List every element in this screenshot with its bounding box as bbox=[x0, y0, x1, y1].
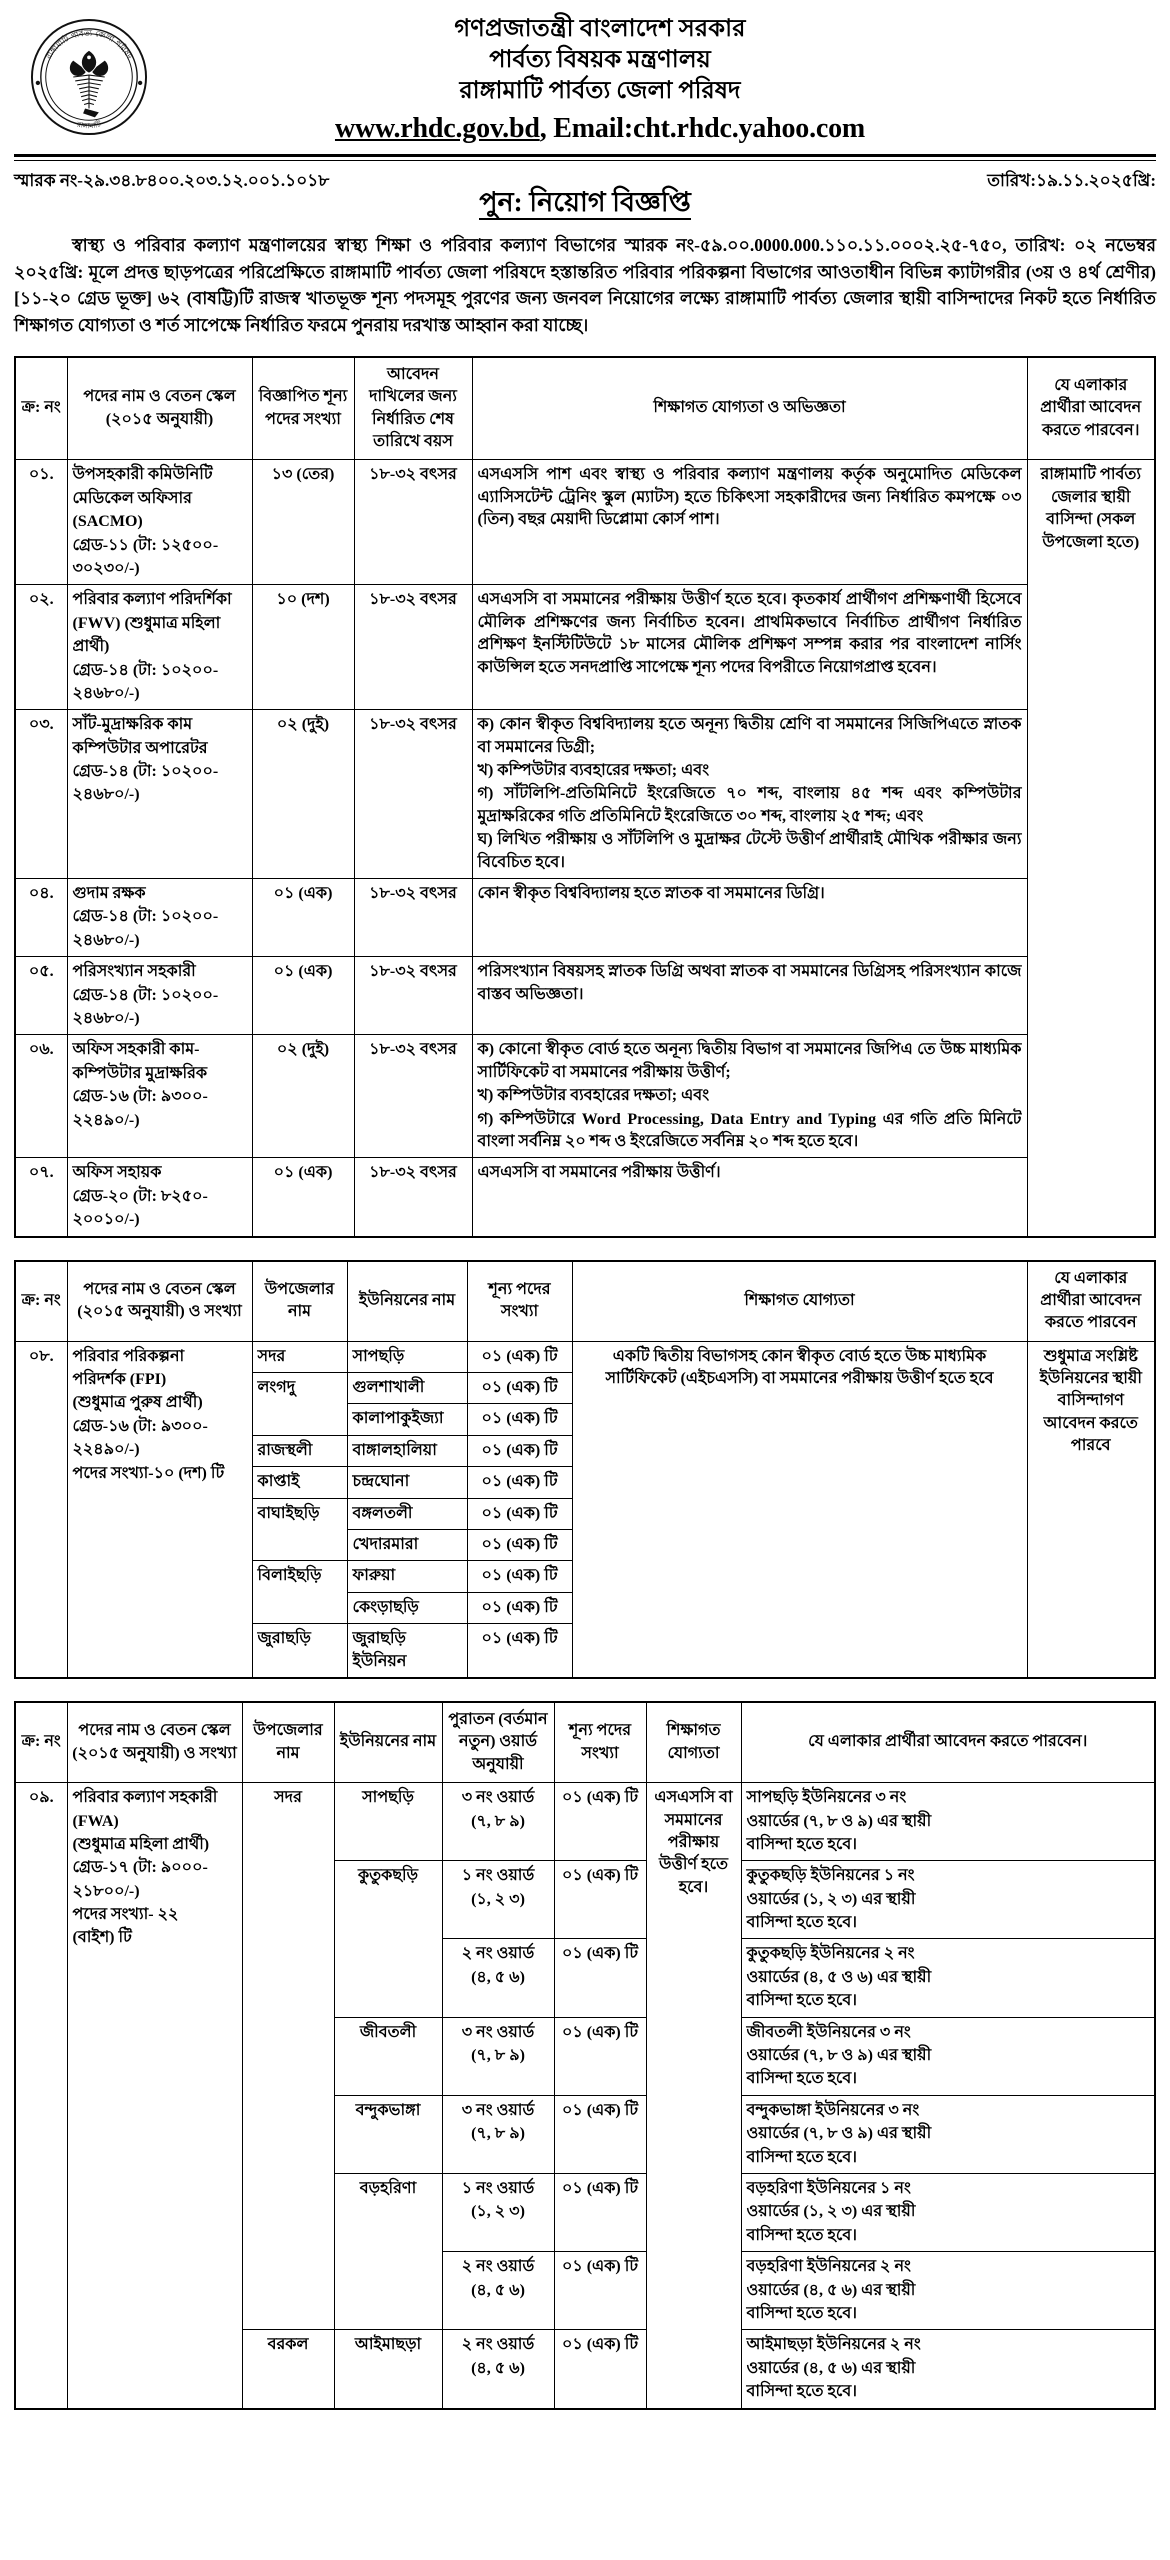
area-line: বন্দুকভাঙ্গা ইউনিয়নের ৩ নং bbox=[746, 2101, 920, 2119]
area-line: বাসিন্দা হতে হবে। bbox=[746, 2304, 857, 2322]
cell-vacancy: ১০ (দশ) bbox=[252, 585, 354, 710]
cell-age: ১৮-৩২ বৎসর bbox=[354, 957, 472, 1035]
cell-vacancy: ০২ (দুই) bbox=[252, 1035, 354, 1158]
post-line: প্রার্থী) bbox=[72, 638, 110, 656]
cell-vacancy: ০১ (এক) টি bbox=[554, 1939, 646, 2017]
cell-qualification bbox=[472, 460, 1027, 585]
document-header bbox=[14, 8, 1156, 149]
cell-qualification bbox=[472, 879, 1027, 957]
qualification-line: এসএসসি বা সমমানের পরীক্ষায় উত্তীর্ণ। bbox=[477, 1164, 721, 1182]
cell-union: কুতুকছড়ি bbox=[334, 1861, 442, 2017]
th3-vacancy: শূন্য পদের সংখ্যা bbox=[554, 1702, 646, 1783]
post-line: গ্রেড-২০ (টা: ৮২৫০- bbox=[72, 1187, 208, 1205]
cell-union: সাপছড়ি bbox=[347, 1341, 467, 1372]
cell-vacancy: ০১ (এক) টি bbox=[554, 2330, 646, 2409]
table3-header-row bbox=[15, 1702, 1155, 1783]
ward-line: (৪, ৫ ৬) bbox=[471, 2359, 525, 2377]
area-line: বাসিন্দা হতে হবে। bbox=[746, 1914, 857, 1932]
cell-vacancy: ০১ (এক) bbox=[252, 957, 354, 1035]
post-line: অফিস সহকারী কাম- bbox=[72, 1041, 200, 1059]
cell-ward bbox=[442, 1861, 554, 1939]
contact-separator: , bbox=[539, 112, 554, 144]
cell-age: ১৮-৩২ বৎসর bbox=[354, 1035, 472, 1158]
logo-container bbox=[14, 14, 164, 136]
cell-post-name bbox=[67, 957, 252, 1035]
th2-qualification: শিক্ষাগত যোগ্যতা bbox=[572, 1261, 1027, 1342]
post-line: গ্রেড-১৪ (টা: ১০২০০- bbox=[72, 986, 219, 1004]
qualification-line: খ) কম্পিউটার ব্যবহারের দক্ষতা; এবং bbox=[477, 762, 710, 780]
cell-post-name bbox=[67, 879, 252, 957]
post-line: (শুধুমাত্র পুরুষ প্রার্থী) bbox=[72, 1394, 203, 1412]
post-line: (SACMO) bbox=[72, 513, 143, 531]
cell-serial: ০৫. bbox=[15, 957, 67, 1035]
cell-vacancy: ০১ (এক) টি bbox=[554, 2174, 646, 2252]
cell-ward bbox=[442, 2252, 554, 2330]
qualification-line: খ) কম্পিউটার ব্যবহারের দক্ষতা; এবং bbox=[477, 1087, 710, 1105]
svg-text:রাঙ্গামাটি পার্বত্য জেলা পরিষদ: রাঙ্গামাটি পার্বত্য জেলা পরিষদ bbox=[44, 28, 134, 61]
post-line: গ্রেড-১৪ (টা: ১০২০০- bbox=[72, 908, 219, 926]
cell-area bbox=[741, 2017, 1155, 2095]
th-qualification: শিক্ষাগত যোগ্যতা ও অভিজ্ঞতা bbox=[472, 357, 1027, 460]
header-divider-thick bbox=[14, 154, 1156, 157]
cell-serial: ০৬. bbox=[15, 1035, 67, 1158]
cell-qualification bbox=[472, 710, 1027, 879]
cell-vacancy: ০১ (এক) টি bbox=[467, 1592, 572, 1623]
post-line: (শুধুমাত্র মহিলা প্রার্থী) bbox=[72, 1835, 210, 1853]
cell-area: শুধুমাত্র সংশ্লিষ্ট ইউনিয়নের স্থায়ী বাসিন্দাগণ আবেদন করতে পারবে bbox=[1027, 1341, 1155, 1678]
cell-area bbox=[741, 2330, 1155, 2409]
cell-qualification: একটি দ্বিতীয় বিভাগসহ কোন স্বীকৃত বোর্ড হতে উচ্চ মাধ্যমিক সার্টিফিকেট (এইচএসসি) বা সমমানের পরীক্ষায় উত্তীর্ণ হতে হবে bbox=[572, 1341, 1027, 1678]
cell-qualification bbox=[472, 957, 1027, 1035]
ward-line: ২ নং ওয়ার্ড bbox=[461, 2336, 535, 2354]
cell-vacancy: ০১ (এক) টি bbox=[467, 1373, 572, 1404]
post-line: কম্পিউটার অপারেটর bbox=[72, 739, 208, 757]
area-line: কুতুকছড়ি ইউনিয়নের ২ নং bbox=[746, 1945, 915, 1963]
th3-serial: ক্র: নং bbox=[15, 1702, 67, 1783]
area-line: বাসিন্দা হতে হবে। bbox=[746, 2226, 857, 2244]
th-post-name: পদের নাম ও বেতন স্কেল (২০১৫ অনুযায়ী) bbox=[67, 357, 252, 460]
table-gap-2 bbox=[14, 1679, 1156, 1691]
cell-serial: ০৭. bbox=[15, 1158, 67, 1237]
cell-union: জুরাছড়ি ইউনিয়ন bbox=[347, 1624, 467, 1678]
website-url[interactable]: www.rhdc.gov.bd bbox=[334, 112, 540, 144]
th3-upazila: উপজেলার নাম bbox=[242, 1702, 334, 1783]
th-vacancy: বিজ্ঞাপিত শূন্য পদের সংখ্যা bbox=[252, 357, 354, 460]
cell-upazila: বাঘাইছড়ি bbox=[252, 1498, 347, 1561]
qualification-line: ক) কোনো স্বীকৃত বোর্ড হতে অনূন্য দ্বিতীয় বিভাগ বা সমমানের জিপিএ তে উচ্চ মাধ্যমিক সার্টিফিকেট বা সমমানের পরীক্ষায় উত্তীর্ণ; bbox=[477, 1041, 1022, 1081]
country-name: গণপ্রজাতন্ত্রী বাংলাদেশ সরকার bbox=[454, 16, 746, 42]
table2-body bbox=[15, 1341, 1155, 1678]
cell-vacancy: ০২ (দুই) bbox=[252, 710, 354, 879]
qualification-line: এসএসসি বা সমমানের পরীক্ষায় উত্তীর্ণ হতে হবে। কৃতকার্য প্রার্থীগণ প্রশিক্ষণার্থী হিসেবে মৌলিক প্রশিক্ষণের জন্য নির্বাচিত হবেন। প্রাথমিকভাবে নির্বাচিত প্রার্থীগণ নির্ধারিত প্রশিক্ষণ ইনস্টিটিউটে ১৮ মাসের মৌলিক প্রশিক্ষণ সম্পন্ন করার পর বাংলাদেশ নার্সিং কাউন্সিল হতে সনদপ্রাপ্তি সাপেক্ষে শূন্য পদের বিপরীতে নিয়োগপ্রাপ্ত হবেন। bbox=[477, 591, 1022, 676]
cell-area bbox=[741, 2252, 1155, 2330]
cell-upazila: সদর bbox=[242, 1783, 334, 2330]
ward-line: ২ নং ওয়ার্ড bbox=[461, 1945, 535, 1963]
cell-union: বঙ্গলতলী bbox=[347, 1498, 467, 1529]
post-line: গ্রেড-১৪ (টা: ১০২০০- bbox=[72, 661, 219, 679]
th2-upazila: উপজেলার নাম bbox=[252, 1261, 347, 1342]
cell-post-name bbox=[67, 710, 252, 879]
cell-upazila: রাজস্থলী bbox=[252, 1435, 347, 1466]
cell-age: ১৮-৩২ বৎসর bbox=[354, 585, 472, 710]
cell-area bbox=[741, 2095, 1155, 2173]
cell-union: বাঙ্গালহালিয়া bbox=[347, 1435, 467, 1466]
cell-vacancy: ০১ (এক) bbox=[252, 879, 354, 957]
cell-serial: ০১. bbox=[15, 460, 67, 585]
cell-upazila: সদর bbox=[252, 1341, 347, 1372]
area-line: ওয়ার্ডের (১, ২ ৩) এর স্থায়ী bbox=[746, 1890, 916, 1908]
qualification-line: গ) কম্পিউটারে Word Processing, Data Entry and Typing এর গতি প্রতি মিনিটে বাংলা সর্বনিম্ন ২০ শব্দ ও ইংরেজিতে সর্বনিম্ন ২০ শব্দ হতে হবে। bbox=[477, 1110, 1022, 1150]
post-line: গ্রেড-১৬ (টা: ৯৩০০- bbox=[72, 1417, 208, 1435]
qualification-line: এসএসসি পাশ এবং স্বাস্থ্য ও পরিবার কল্যাণ মন্ত্রণালয় কর্তৃক অনুমোদিত মেডিকেল এ্যাসিসটেন্ট ট্রেনিং স্কুল (ম্যাটস) হতে চিকিৎসা সহকারীদের জন্য নির্ধারিত কমপক্ষে ০৩ (তিন) বছর মেয়াদী ডিপ্লোমা কোর্স পাশ। bbox=[477, 466, 1022, 529]
th-serial: ক্র: নং bbox=[15, 357, 67, 460]
ward-line: ২ নং ওয়ার্ড bbox=[461, 2258, 535, 2276]
area-line: জীবতলী ইউনিয়নের ৩ নং bbox=[746, 2023, 911, 2041]
cell-serial: ০৮. bbox=[15, 1341, 67, 1678]
cell-vacancy: ০১ (এক) টি bbox=[467, 1467, 572, 1498]
cell-union: জীবতলী bbox=[334, 2017, 442, 2095]
post-line: কম্পিউটার মুদ্রাক্ষরিক bbox=[72, 1064, 208, 1082]
cell-post-name bbox=[67, 1783, 242, 2409]
post-line: সাঁট-মুদ্রাক্ষরিক কাম bbox=[72, 716, 193, 734]
table-row bbox=[15, 1783, 1155, 1861]
post-line: ৩০২৩০/-) bbox=[72, 559, 140, 577]
cell-age: ১৮-৩২ বৎসর bbox=[354, 1158, 472, 1237]
qualification-line: ক) কোন স্বীকৃত বিশ্ববিদ্যালয় হতে অনূন্য দ্বিতীয় শ্রেণি বা সমমানের সিজিপিএতে স্নাতক বা সমমানের ডিগ্রী; bbox=[477, 716, 1022, 756]
table-row bbox=[15, 710, 1155, 879]
post-line: অফিস সহায়ক bbox=[72, 1164, 162, 1182]
ward-line: (৭, ৮ ৯) bbox=[471, 1812, 525, 1830]
area-line: বাসিন্দা হতে হবে। bbox=[746, 2383, 857, 2401]
cell-age: ১৮-৩২ বৎসর bbox=[354, 460, 472, 585]
cell-ward bbox=[442, 1783, 554, 1861]
cell-ward bbox=[442, 2330, 554, 2409]
cell-post-name bbox=[67, 460, 252, 585]
header-text-block bbox=[164, 14, 1156, 147]
cell-serial: ০২. bbox=[15, 585, 67, 710]
area-line: ওয়ার্ডের (৭, ৮ ও ৯) এর স্থায়ী bbox=[746, 2125, 932, 2143]
post-line: (FWA) bbox=[72, 1812, 119, 1830]
cell-area bbox=[741, 1939, 1155, 2017]
table1-body bbox=[15, 460, 1155, 1237]
svg-text:রাঙ্গামাটি: রাঙ্গামাটি bbox=[76, 119, 102, 131]
cell-union: গুলশাখালী bbox=[347, 1373, 467, 1404]
th2-serial: ক্র: নং bbox=[15, 1261, 67, 1342]
post-line: গ্রেড-১৭ (টা: ৯০০০- bbox=[72, 1859, 208, 1877]
post-line: গ্রেড-১৪ (টা: ১০২০০- bbox=[72, 763, 219, 781]
th2-post-name: পদের নাম ও বেতন স্কেল (২০১৫ অনুযায়ী) ও সংখ্যা bbox=[67, 1261, 252, 1342]
memo-number: স্মারক নং-২৯.৩৪.৮৪০০.২০৩.১২.০০১.১০১৮ bbox=[14, 170, 330, 190]
cell-union: আইমাছড়া bbox=[334, 2330, 442, 2409]
post-line: ২২৪৯০/-) bbox=[72, 1441, 140, 1459]
area-line: আইমাছড়া ইউনিয়নের ২ নং bbox=[746, 2336, 921, 2354]
th2-vacancy: শূন্য পদের সংখ্যা bbox=[467, 1261, 572, 1342]
table-row bbox=[15, 957, 1155, 1035]
th3-area: যে এলাকার প্রার্থীরা আবেদন করতে পারবেন। bbox=[741, 1702, 1155, 1783]
cell-ward bbox=[442, 2017, 554, 2095]
cell-qualification bbox=[472, 585, 1027, 710]
cell-upazila: বরকল bbox=[242, 2330, 334, 2409]
post-line: ২১৮০০/-) bbox=[72, 1882, 140, 1900]
table-gap-1 bbox=[14, 1238, 1156, 1250]
ministry-name: পার্বত্য বিষয়ক মন্ত্রণালয় bbox=[489, 47, 711, 74]
cell-area bbox=[741, 2174, 1155, 2252]
cell-union: খেদারমারা bbox=[347, 1530, 467, 1561]
cell-vacancy: ০১ (এক) টি bbox=[467, 1404, 572, 1435]
page-title-text: পুন: নিয়োগ বিজ্ঞপ্তি bbox=[479, 187, 691, 220]
th3-post-name: পদের নাম ও বেতন স্কেল (২০১৫ অনুযায়ী) ও সংখ্যা bbox=[67, 1702, 242, 1783]
post-line: পরিসংখ্যান সহকারী bbox=[72, 963, 196, 981]
cell-union: ফারুয়া bbox=[347, 1561, 467, 1592]
cell-upazila: লংগদু bbox=[252, 1373, 347, 1436]
ward-line: ৩ নং ওয়ার্ড bbox=[461, 2101, 535, 2119]
area-line: ওয়ার্ডের (৭, ৮ ও ৯) এর স্থায়ী bbox=[746, 1812, 932, 1830]
ward-line: (১, ২ ৩) bbox=[471, 1890, 525, 1908]
th2-area: যে এলাকার প্রার্থীরা আবেদন করতে পারবেন bbox=[1027, 1261, 1155, 1342]
cell-area bbox=[741, 1783, 1155, 1861]
th2-union: ইউনিয়নের নাম bbox=[347, 1261, 467, 1342]
post-line: গুদাম রক্ষক bbox=[72, 885, 146, 903]
cell-union: সাপছড়ি bbox=[334, 1783, 442, 1861]
cell-post-name bbox=[67, 1158, 252, 1237]
area-line: ওয়ার্ডের (৪, ৫ ৬) এর স্থায়ী bbox=[746, 2281, 916, 2299]
area-line: বাসিন্দা হতে হবে। bbox=[746, 1992, 857, 2010]
post-line: ২৪৬৮০/-) bbox=[72, 1009, 140, 1027]
cell-serial: ০৯. bbox=[15, 1783, 67, 2409]
area-line: ওয়ার্ডের (৪, ৫ ৬) এর স্থায়ী bbox=[746, 2359, 916, 2377]
cell-union: বন্দুকভাঙ্গা bbox=[334, 2095, 442, 2173]
post-line: পরিদর্শক (FPI) bbox=[72, 1371, 167, 1389]
table-row bbox=[15, 879, 1155, 957]
th3-ward: পুরাতন (বর্তমান নতুন) ওয়ার্ড অনুযায়ী bbox=[442, 1702, 554, 1783]
posts-table-main bbox=[14, 356, 1156, 1238]
cell-upazila: বিলাইছড়ি bbox=[252, 1561, 347, 1624]
ward-line: (৭, ৮ ৯) bbox=[471, 2047, 525, 2065]
post-line: ২৪৬৮০/-) bbox=[72, 684, 140, 702]
post-line: ২৪৬৮০/-) bbox=[72, 786, 140, 804]
post-line: গ্রেড-১৬ (টা: ৯৩০০- bbox=[72, 1088, 208, 1106]
post-line: পরিবার কল্যাণ পরিদর্শিকা bbox=[72, 591, 232, 609]
post-line: (বাইশ) টি bbox=[72, 1929, 132, 1947]
post-line: ২৪৬৮০/-) bbox=[72, 931, 140, 949]
cell-post-name bbox=[67, 1035, 252, 1158]
ward-line: ১ নং ওয়ার্ড bbox=[461, 2180, 535, 2197]
qualification-line: কোন স্বীকৃত বিশ্ববিদ্যালয় হতে স্নাতক বা সমমানের ডিগ্রি। bbox=[477, 885, 825, 903]
cell-ward bbox=[442, 2095, 554, 2173]
qualification-line: গ) সাঁটলিপি-প্রতিমিনিটে ইংরেজিতে ৭০ শব্দ, বাংলায় ৪৫ শব্দ এবং কম্পিউটার মুদ্রাক্ষরিকের গতি প্রতিমিনিটে ইংরেজিতে ৩০ শব্দ, বাংলায় ২৫ শব্দ; এবং bbox=[477, 785, 1022, 825]
post-line: ২২৪৯০/-) bbox=[72, 1111, 140, 1129]
ward-line: ৩ নং ওয়ার্ড bbox=[461, 1789, 535, 1807]
cell-ward bbox=[442, 1939, 554, 2017]
email-address[interactable]: Email:cht.rhdc.yahoo.com bbox=[553, 112, 866, 144]
cell-vacancy: ০১ (এক) টি bbox=[467, 1530, 572, 1561]
area-line: ওয়ার্ডের (৭, ৮ ও ৯) এর স্থায়ী bbox=[746, 2047, 932, 2065]
ward-line: (৭, ৮ ৯) bbox=[471, 2125, 525, 2143]
table-row bbox=[15, 1158, 1155, 1237]
cell-vacancy: ০১ (এক) টি bbox=[554, 1861, 646, 1939]
area-line: বাসিন্দা হতে হবে। bbox=[746, 2070, 857, 2088]
area-line: সাপছড়ি ইউনিয়নের ৩ নং bbox=[746, 1789, 907, 1807]
area-line: ওয়ার্ডের (১, ২ ৩) এর স্থায়ী bbox=[746, 2203, 916, 2221]
post-line: পদের সংখ্যা-১০ (দশ) টি bbox=[72, 1464, 225, 1482]
cell-union: বড়হরিণা bbox=[334, 2174, 442, 2330]
area-line: বড়হরিণা ইউনিয়নের ১ নং bbox=[746, 2180, 911, 2197]
area-line: বাসিন্দা হতে হবে। bbox=[746, 1835, 857, 1853]
th-area: যে এলাকার প্রার্থীরা আবেদন করতে পারবেন। bbox=[1027, 357, 1155, 460]
cell-vacancy: ০১ (এক) টি bbox=[554, 2095, 646, 2173]
intro-paragraph: স্বাস্থ্য ও পরিবার কল্যাণ মন্ত্রণালয়ের স্বাস্থ্য শিক্ষা ও পরিবার কল্যাণ বিভাগের স্মারক নং-৫৯.০০.0000.000.১১০.১১.০০০২.২৫-৭৫০, তারিখ: ০২ নভেম্বর ২০২৫খ্রি: মূলে প্রদত্ত ছাড়পত্রের পরিপ্রেক্ষিতে রাঙ্গামাটি পার্বত্য জেলা পরিষদে হস্তান্তরিত পরিবার পরিকল্পনা বিভাগের আওতাধীন বিভিন্ন ক্যাটাগরীর (৩য় ও ৪র্থ শ্রেণীর) [১১-২০ গ্রেড ভূক্ত] ৬২ (বাষট্টি)টি রাজস্ব খাতভূক্ত শূন্য পদসমূহ পুরণের জন্য জনবল নিয়োগের লক্ষ্যে রাঙ্গামাটি পার্বত্য জেলার স্থায়ী বাসিন্দাদের নিকট হতে নির্ধারিত শিক্ষাগত যোগ্যতা ও শর্ত সাপেক্ষে নির্ধারিত ফরমে পুনরায় দরখাস্ত আহ্বান করা যাচ্ছে। bbox=[14, 234, 1156, 335]
header-divider-thin bbox=[14, 160, 1156, 161]
area-line: ওয়ার্ডের (৪, ৫ ও ৬) এর স্থায়ী bbox=[746, 1968, 932, 1986]
government-seal-icon bbox=[30, 18, 148, 136]
post-line: পরিবার কল্যাণ সহকারী bbox=[72, 1789, 218, 1807]
ward-line: (৪, ৫ ৬) bbox=[471, 1968, 525, 1986]
cell-union: চন্দ্রঘোনা bbox=[347, 1467, 467, 1498]
cell-union: কালাপাকুইজ্যা bbox=[347, 1404, 467, 1435]
cell-post-name bbox=[67, 1341, 252, 1678]
table-row bbox=[15, 585, 1155, 710]
th3-union: ইউনিয়নের নাম bbox=[334, 1702, 442, 1783]
cell-vacancy: ০১ (এক) টি bbox=[467, 1624, 572, 1678]
cell-serial: ০৪. bbox=[15, 879, 67, 957]
post-line: (FWV) (শুধুমাত্র মহিলা bbox=[72, 614, 221, 632]
post-line: গ্রেড-১১ (টা: ১২৫০০- bbox=[72, 536, 219, 554]
qualification-line: পরিসংখ্যান বিষয়সহ স্নাতক ডিগ্রি অথবা স্নাতক বা সমমানের ডিগ্রিসহ পরিসংখ্যান কাজে বাস্তব অভিজ্ঞতা। bbox=[477, 963, 1022, 1003]
post-line: পদের সংখ্যা- ২২ bbox=[72, 1906, 179, 1924]
cell-vacancy: ০১ (এক) টি bbox=[467, 1435, 572, 1466]
cell-qualification bbox=[472, 1035, 1027, 1158]
table3-body bbox=[15, 1783, 1155, 2409]
cell-post-name bbox=[67, 585, 252, 710]
cell-vacancy: ০১ (এক) টি bbox=[554, 2252, 646, 2330]
cell-upazila: কাপ্তাই bbox=[252, 1467, 347, 1498]
cell-vacancy: ০১ (এক) টি bbox=[467, 1561, 572, 1592]
area-line: বড়হরিণা ইউনিয়নের ২ নং bbox=[746, 2258, 911, 2276]
th3-qualification: শিক্ষাগত যোগ্যতা bbox=[646, 1702, 741, 1783]
table2-header-row bbox=[15, 1261, 1155, 1342]
area-line: কুতুকছড়ি ইউনিয়নের ১ নং bbox=[746, 1867, 915, 1885]
table-row bbox=[15, 1341, 1155, 1372]
cell-vacancy: ১৩ (তের) bbox=[252, 460, 354, 585]
ward-line: ১ নং ওয়ার্ড bbox=[461, 1867, 535, 1885]
cell-upazila: জুরাছড়ি bbox=[252, 1624, 347, 1678]
memo-date: তারিখ:১৯.১১.২০২৫খ্রি: bbox=[987, 170, 1156, 190]
posts-table-fpi bbox=[14, 1260, 1156, 1679]
area-line: বাসিন্দা হতে হবে। bbox=[746, 2148, 857, 2166]
ward-line: (১, ২ ৩) bbox=[471, 2203, 525, 2221]
cell-serial: ০৩. bbox=[15, 710, 67, 879]
ward-line: ৩ নং ওয়ার্ড bbox=[461, 2023, 535, 2041]
table-row bbox=[15, 460, 1155, 585]
cell-vacancy: ০১ (এক) টি bbox=[554, 1783, 646, 1861]
cell-union: কেংড়াছড়ি bbox=[347, 1592, 467, 1623]
cell-area: রাঙ্গামাটি পার্বত্য জেলার স্থায়ী বাসিন্দা (সকল উপজেলা হতে) bbox=[1027, 460, 1155, 1237]
cell-qualification: এসএসসি বা সমমানের পরীক্ষায় উত্তীর্ণ হতে হবে। bbox=[646, 1783, 741, 2409]
cell-vacancy: ০১ (এক) টি bbox=[554, 2017, 646, 2095]
cell-vacancy: ০১ (এক) টি bbox=[467, 1341, 572, 1372]
council-name: রাঙ্গামাটি পার্বত্য জেলা পরিষদ bbox=[459, 78, 741, 105]
post-line: পরিবার পরিকল্পনা bbox=[72, 1347, 185, 1365]
cell-vacancy: ০১ (এক) bbox=[252, 1158, 354, 1237]
memo-line bbox=[14, 168, 1156, 217]
cell-ward bbox=[442, 2174, 554, 2252]
post-line: ২০০১০/-) bbox=[72, 1211, 140, 1229]
cell-vacancy: ০১ (এক) টি bbox=[467, 1498, 572, 1529]
table1-header-row bbox=[15, 357, 1155, 460]
table-row bbox=[15, 1035, 1155, 1158]
page-title bbox=[14, 182, 1156, 227]
ward-line: (৪, ৫ ৬) bbox=[471, 2281, 525, 2299]
post-line: উপসহকারী কমিউনিটি bbox=[72, 466, 213, 484]
cell-area bbox=[741, 1861, 1155, 1939]
cell-qualification bbox=[472, 1158, 1027, 1237]
contact-line bbox=[164, 111, 1036, 147]
cell-age: ১৮-৩২ বৎসর bbox=[354, 879, 472, 957]
cell-age: ১৮-৩২ বৎসর bbox=[354, 710, 472, 879]
post-line: মেডিকেল অফিসার bbox=[72, 489, 192, 507]
th-age: আবেদন দাখিলের জন্য নির্ধারিত শেষ তারিখে বয়স bbox=[354, 357, 472, 460]
posts-table-fwa bbox=[14, 1701, 1156, 2410]
qualification-line: ঘ) লিখিত পরীক্ষায় ও সাঁটলিপি ও মুদ্রাক্ষর টেস্টে উত্তীর্ণ প্রার্থীরাই মৌখিক পরীক্ষার জন্য বিবেচিত হবে। bbox=[477, 831, 1022, 871]
